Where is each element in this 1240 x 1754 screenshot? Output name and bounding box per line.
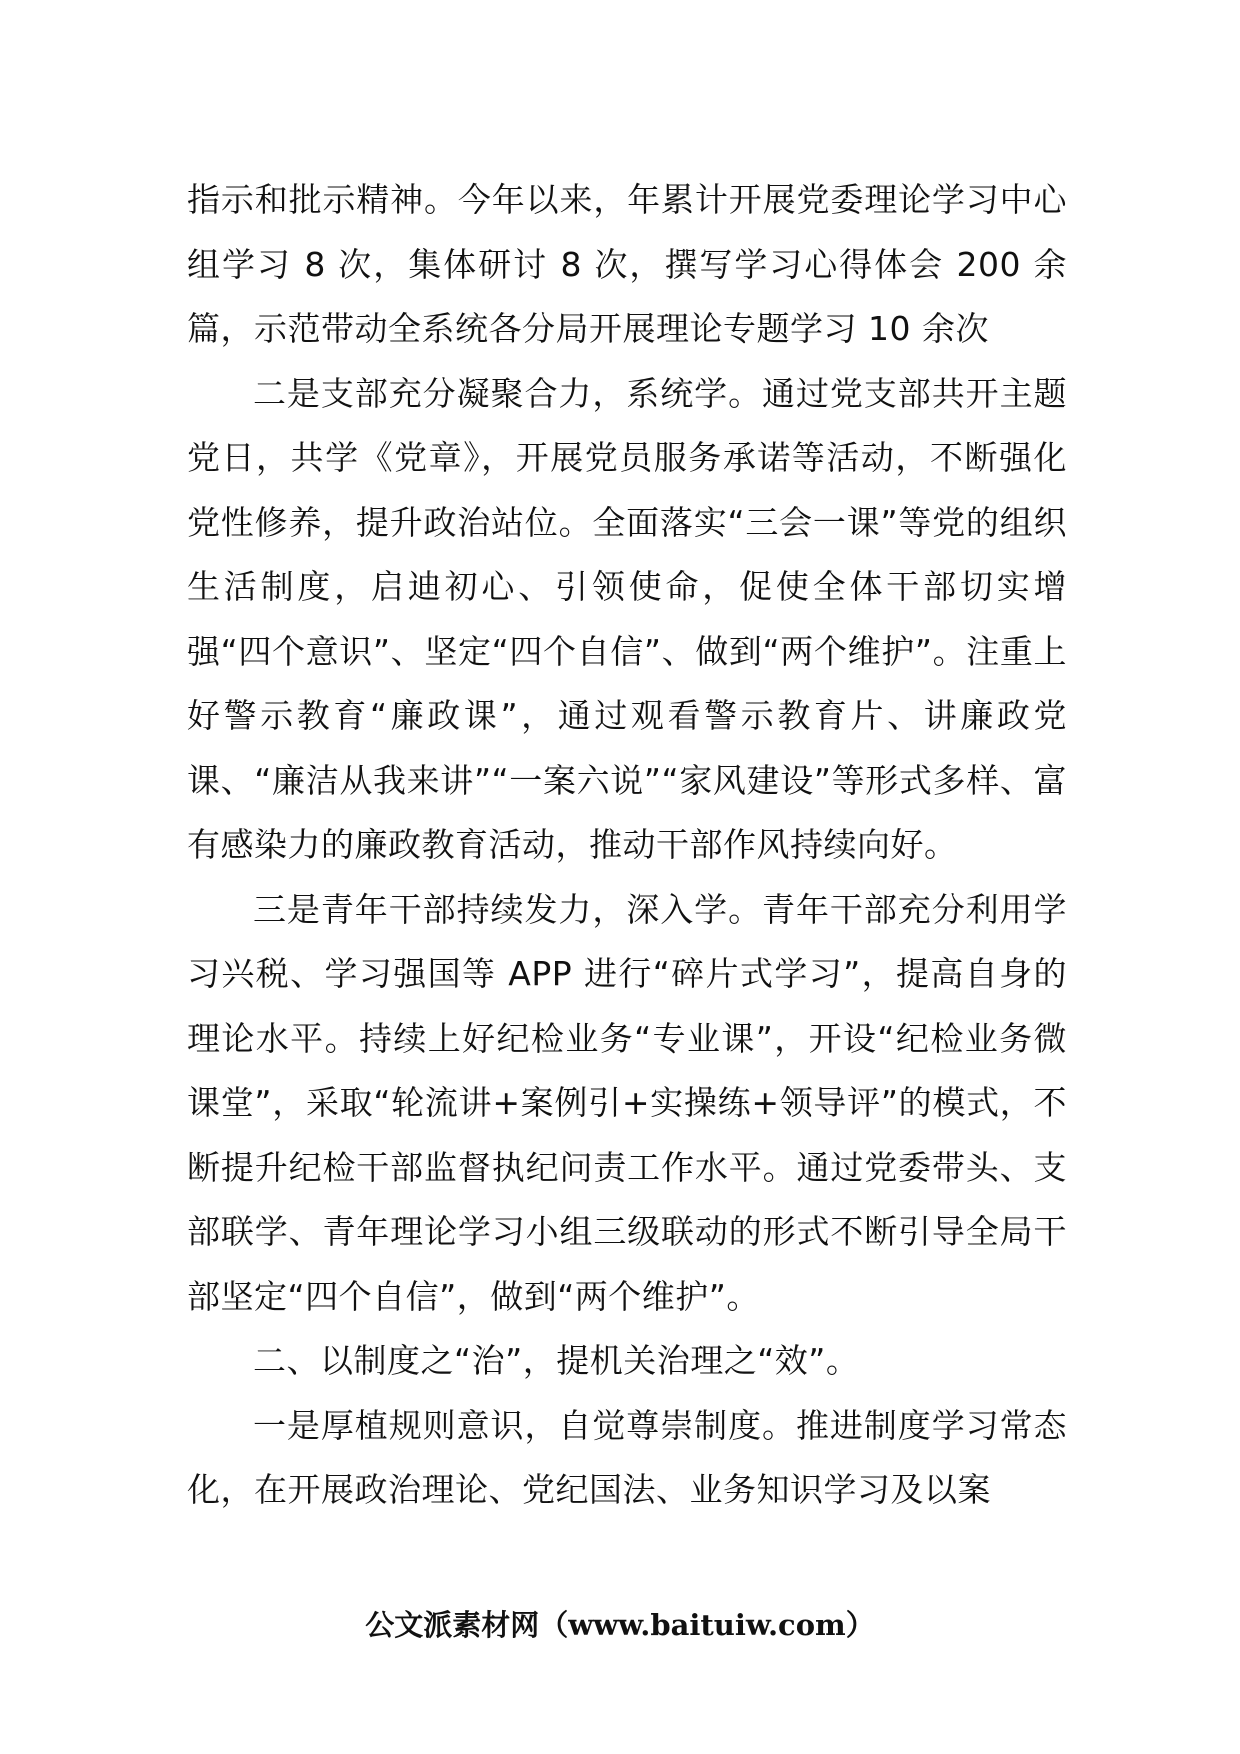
- document-body: [187, 168, 1067, 1523]
- section-heading-2: 二、以制度之“治”，提机关治理之“效”。: [253, 1341, 860, 1380]
- paragraph-2: 二是支部充分凝聚合力，系统学。通过党支部共开主题党日，共学《党章》，开展党员服务承诺等活动，不断强化党性修养，提升政治站位。全面落实“三会一课”等党的组织生活制度，启迪初心、引领使命，促使全体干部切实增强“四个意识”、坚定“四个自信”、做到“两个维护”。注重上好警示教育“廉政课”，通过观看警示教育片、讲廉政党课、“廉洁从我来讲”“一案六说”“家风建设”等形式多样、富有感染力的廉政教育活动，推动干部作风持续向好。: [187, 373, 1067, 864]
- paragraph-4: 一是厚植规则意识，自觉尊崇制度。推进制度学习常态化，在开展政治理论、党纪国法、业务知识学习及以案: [187, 1405, 1067, 1509]
- footer-watermark: 公文派素材网（www.baituiw.com）: [365, 1608, 875, 1642]
- paragraph-3: 三是青年干部持续发力，深入学。青年干部充分利用学习兴税、学习强国等 APP 进行“碎片式学习”，提高自身的理论水平。持续上好纪检业务“专业课”，开设“纪检业务微课堂”，采取“轮流讲+案例引+实操练+领导评”的模式，不断提升纪检干部监督执纪问责工作水平。通过党委带头、支部联学、青年理论学习小组三级联动的形式不断引导全局干部坚定“四个自信”，做到“两个维护”。: [187, 889, 1067, 1316]
- paragraph-1: 指示和批示精神。今年以来，年累计开展党委理论学习中心组学习 8 次，集体研讨 8 次，撰写学习心得体会 200 余篇，示范带动全系统各分局开展理论专题学习 10 余次: [187, 180, 1067, 348]
